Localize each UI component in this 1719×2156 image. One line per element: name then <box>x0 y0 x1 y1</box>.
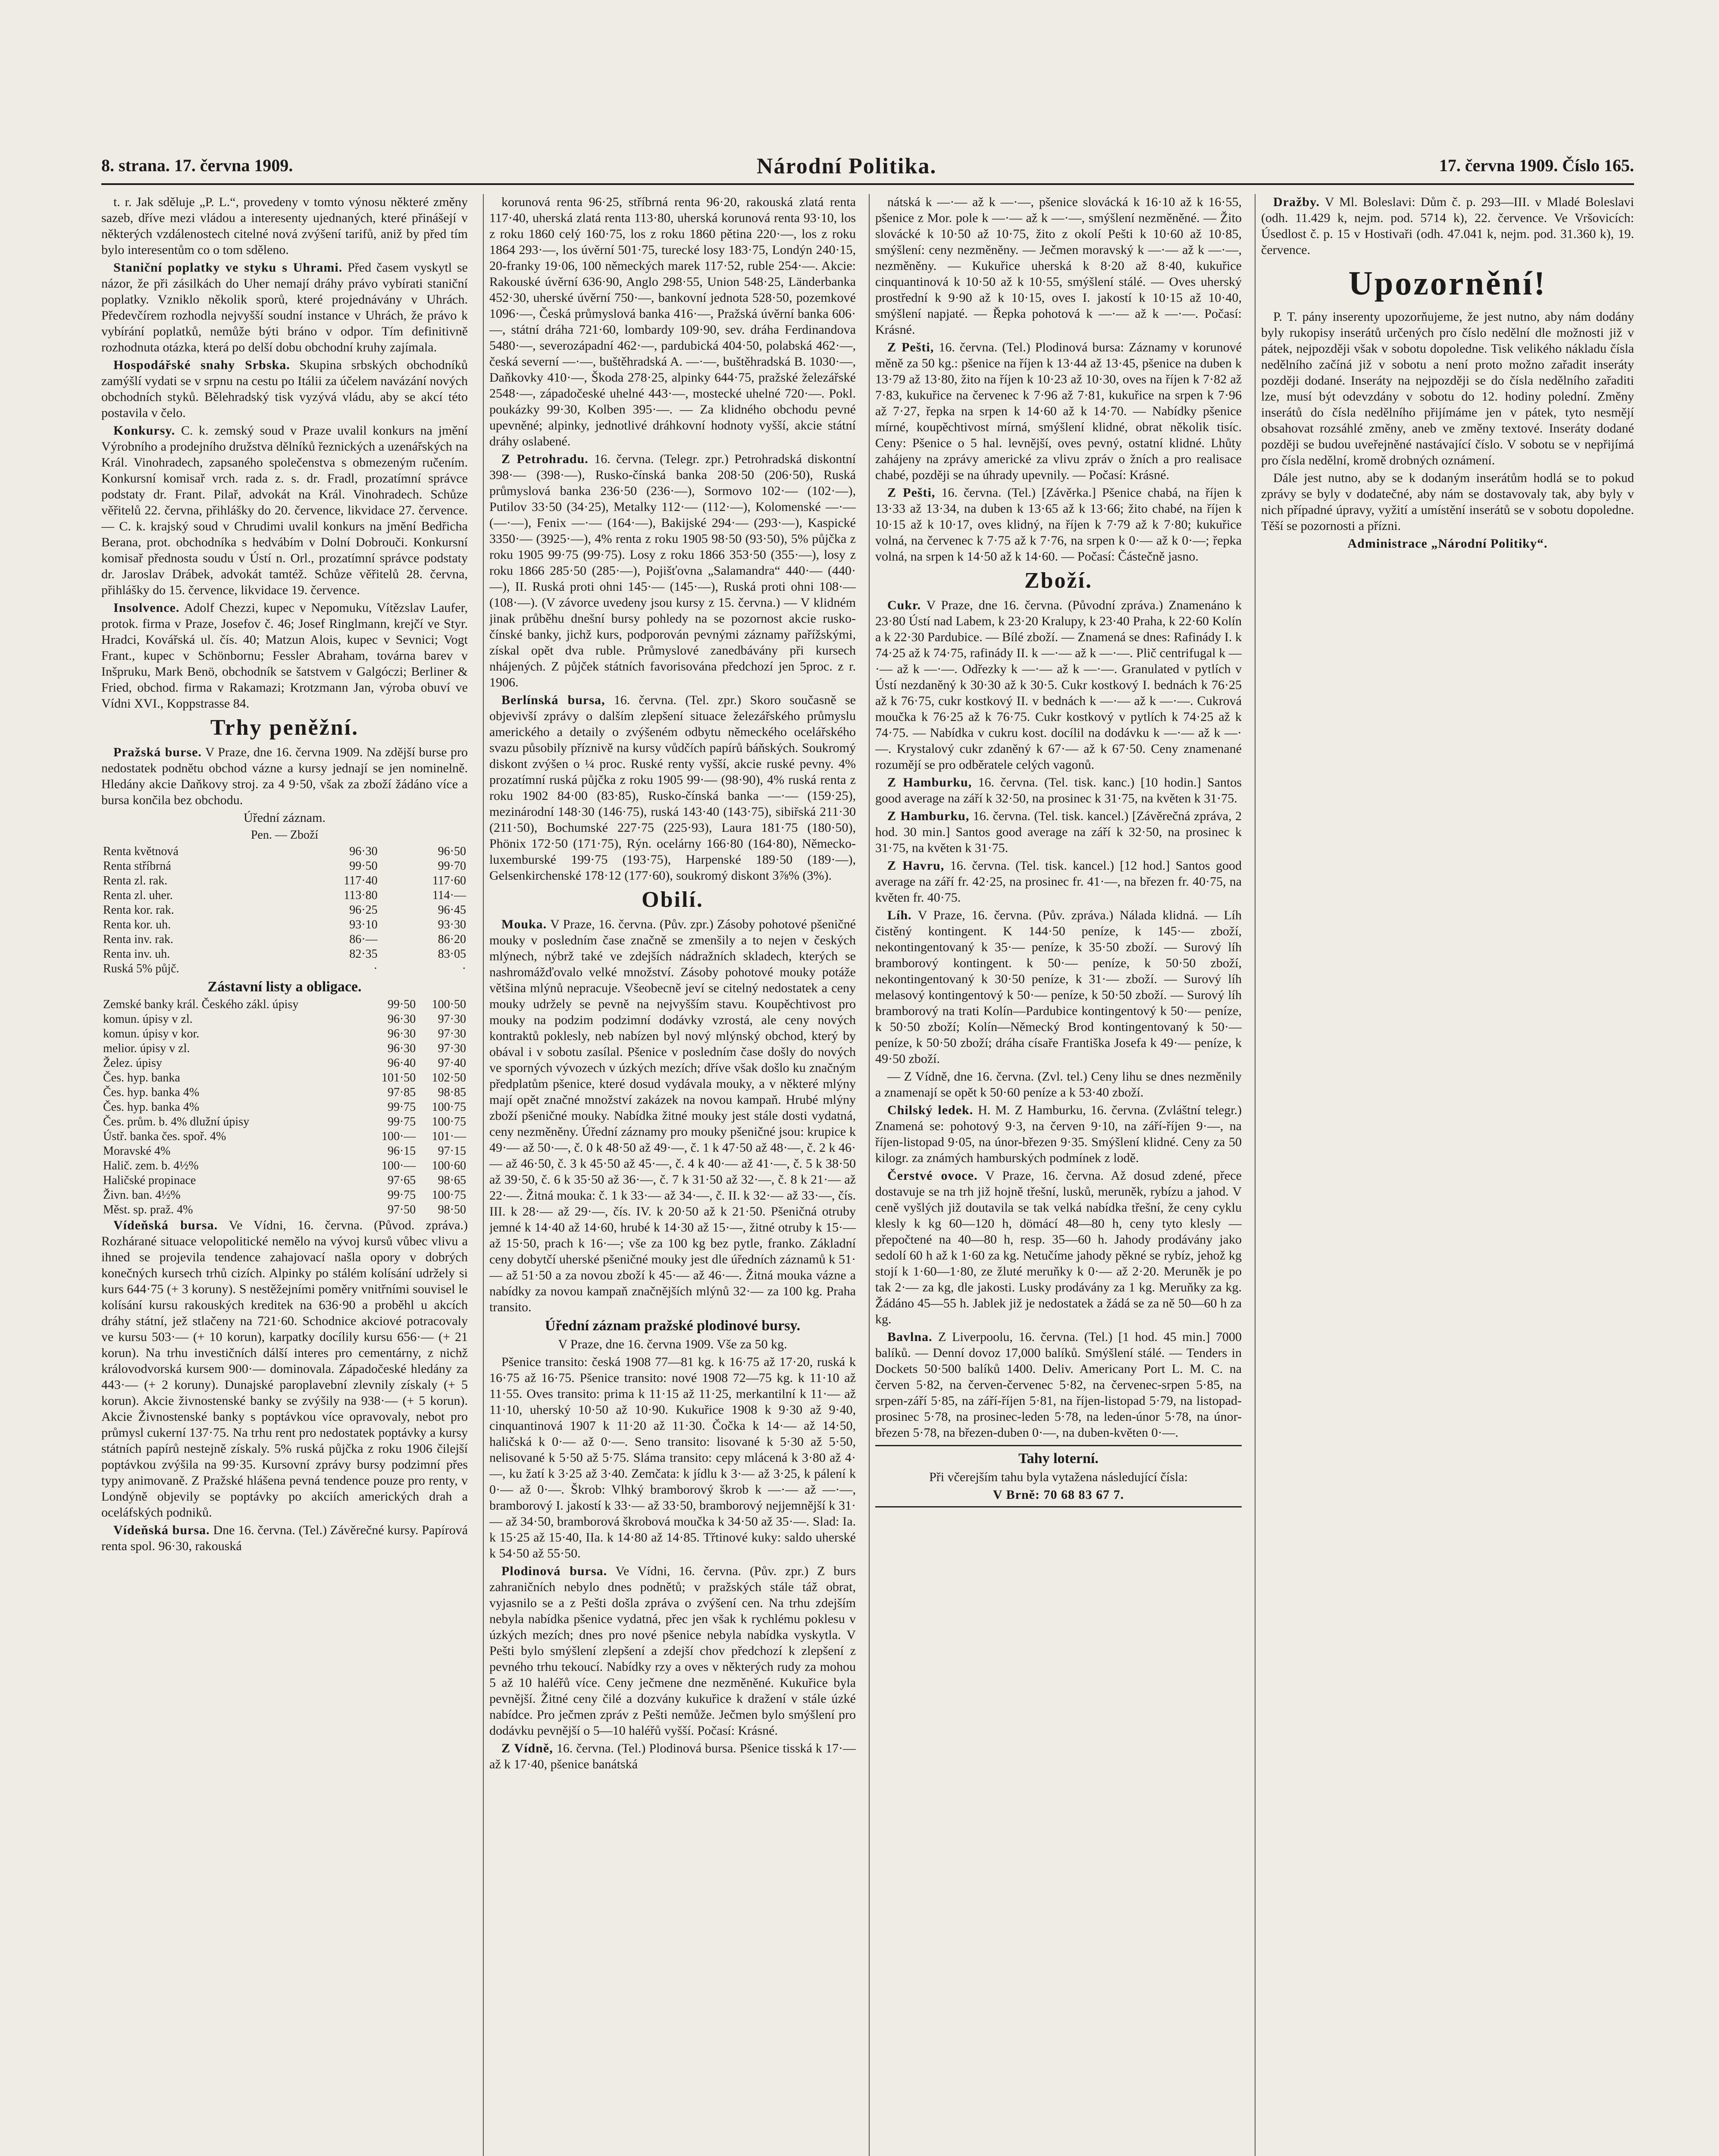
article-text: 16. června. (Tel. tisk. kancel.) [Závěrečná zpráva, 2 hod. 30 min.] Santos good average na září k 32·50, na prosinec k 31·75, na květen k 31·75. <box>875 809 1242 855</box>
notice-paragraph: P. T. pány inserenty upozorňujeme, že jest nutno, aby nám dodány byly rukopisy inserátů určených pro číslo nedělní dle možnosti již v pátek, nejpozději však v sobotu dopoledne. Tisk velikého nákladu čísla nedělního začíná již v sobotu a není proto možno zařadit inseráty později dodané. Inseráty na nejpozději se do čísla nedělního zařaditi lze, musí být odevzdány v sobotu do 12. hodiny polední. Změny inserátů do čísla nedělního přijímáme jen v pátek, tyto nesmějí obsahovat rozsáhlé změny, aneb ve změny textové. Inseráty dodané později se budou uveřejněné nastávající číslo. V sobotu se v nepřijímá pro čísla nedělní, kromě drobných oznámení. <box>1261 310 1634 467</box>
table-cell-zb: 102·50 <box>432 1071 466 1084</box>
column-2 <box>489 194 856 2156</box>
article-text: Před časem vyskytl se názor, že při zásilkách do Uher nemají dráhy právo vybírati staniční poplatky. Vzniklo několik sporů, které projednávány v Uhrách. Předevčírem rozhodla nejvyšší soudní instance v Uhrách, že právo k vybírání poplatků, nemůže býti bráno v odpor. Tím definitivně rozhodnuta otázka, která po delší dobu obchodní kruhy zajímala. <box>101 260 468 354</box>
column-3 <box>875 194 1242 2156</box>
article-heading: Vídeňská bursa. <box>113 1523 210 1537</box>
table-row <box>101 1056 468 1071</box>
table-cell-pen: 100·— <box>381 1159 416 1172</box>
article-text: Ve Vídni, 16. června. (Původ. zpráva.) Rozhárané situace velopolitické nemělo na vývoj kursů vůbec vlivu a ihned se projevila tendence zahajovací našla opory v dobrých konečných kursech trhů cizích. Alpinky po stálém kolísání udržely si kurs 644·75 (+ 3 koruny). S nestěžejními poměry vnitřními souvisel le kolísání kursu rakouských kreditek na 636·90 a proběhl u akcích dráhy státní, jež stlačeny na 721·60. Schodnice akciové potracovaly ve kursu 503·— (+ 10 korun), karpatky docílily kursu 656·— (+ 21 korun). Na trhu investičních dálší interes pro cementárny, z nichž královodvorská kursem 900·— dominovala. Západočeské hledány za 443·— (+ 2 koruny). Dunajské paroplavební zlevnily získaly (+ 5 korun). Akcie živnostenské banky se zvýšily na 938·— (+ 5 korun). Akcie Živnostenské banky s poptávkou více opravovaly, nebot pro průmysl cukerní 137·75. Na trhu rent pro nedostatek poptávky a kursy státních papírů nestejně získaly. 5% ruská půjčka z roku 1906 čilejší poptávkou zvýšila na 99·35. Kursovní zprávy bursy podzimní přes typy animovaně. Z Pražské hlášena pevná tendence pouze pro renty, v Londýně objevily se poptávky po akciích amerických drah a oceláfských podniků. <box>101 1218 468 1520</box>
table-cell-zb: 100·50 <box>432 998 466 1011</box>
table-cell-pen: 113·80 <box>344 889 378 902</box>
table-cell-zb: 97·30 <box>438 1012 466 1026</box>
lottery-box <box>875 1445 1242 1507</box>
article-text: Dne 16. června. (Tel.) Závěrečné kursy. Papírová renta spol. 96·30, rakouská <box>101 1523 468 1553</box>
table-cell-pen: 99·75 <box>387 1100 416 1114</box>
article-heading: Z Hamburku, <box>887 775 972 790</box>
table-cell-name: Čes. prům. b. 4% dlužní úpisy <box>103 1115 250 1128</box>
article-text: C. k. zemský soud v Praze uvalil konkurs na jmění Výrobního a prodejního družstva dělníků řeznických a uzenářských na Král. Vinohradech, zapsaného společenstva s obmezeným ručením. Konkursní komisař vrch. rada z. s. dr. Fradl, prozatímní správce podstaty dr. Frant. Pilař, advokát na Král. Vinohradech. Schůze věřitelů 22. června, přihlášky do 20. července, likvidace 27. července. — C. k. krajský soud v Chrudimi uvalil konkurs na jmění Bedřicha Berana, prot. obchodníka s hedvábím v Dolní Dobrouči. Konkursní komisař přednosta soudu v Ústí n. Orl., prozatímní správce podstaty dr. Jaroslav Drábek, advokát tamtéž. Schůze věřitelů 28. června, přihlášky do 15. července, likvidace 19. července. <box>101 423 468 597</box>
article-text: Ve Vídni, 16. června. (Pův. zpr.) Z burs zahraničních nebylo dnes podnětů; v pražských stále táž obrat, vyjasnilo se a z Pešti došla zpráva o zvýšení cen. Na trhu zdejším nebyla nabídka pšenice vydatná, přec jen však k rychlému poklesu v úzkých mezích; dnes pro nové pšenice nebyla nabídka vyskytla. V Pešti bylo smýšlení zlepšení a zdejší chov předchozí k zlepšení z pevného trhu tekoucí. Nabídky rzy a oves v některých rudy za mohou 5 až 10 haléřů více. Ceny ječmene dne nezměněné. Kukuřice byla pevnější. Žitné ceny čilé a dozvány kukuřice k dražení v stále úzké nabídce. Pro ječmen zpráv z Pešti nemůže. Ječmen bylo smýšlení pro dodávku pevnější o 5—10 haléřů vyšší. Počasí: Krásné. <box>489 1564 856 1738</box>
article-paragraph <box>875 1102 1242 1166</box>
article-paragraph <box>489 1740 856 1772</box>
table-cell-zb: 97·30 <box>438 1042 466 1055</box>
table-row <box>101 1041 468 1056</box>
article-text: 16. června. (Tel. tisk. kanc.) [10 hodin.] Santos good average na září k 32·50, na prosinec k 31·75, na květen k 31·75. <box>875 775 1242 805</box>
table-cell-pen: 93·10 <box>349 918 378 931</box>
table-cell-name: Halič. zem. b. 4½% <box>103 1159 199 1172</box>
table-cell-pen: 96·30 <box>387 1027 416 1040</box>
article-text: V Praze, 16. června. Až dosud zdené, přece dostavuje se na trh již hojně třešní, lusků, meruněk, rybízu a jahod. V ceně vyšlých již doutavila se tak velká nabídka třešní, že ceny cyklu klesly k kg 60—120 h, dömácí 48—80 h, ceny tyto klesly — přepočtené na 40—80 h, resp. 35—60 h. Jahody prodávány jako sedolí 60 h až k 1·60 za kg. Netučíme jahody pěkné se rybíz, jehož kg stojí k 1·60—1·80, ze žluté meruňky k 0·— až 2·20. Meruněk je po tak 2·— za kg, dle jakosti. Lusky prodávány za 1 kg. Meruňky za kg. Žádáno 45—55 h. Jablek již je nedostatek a žádá se za ně 50—60 h za kg. <box>875 1169 1242 1326</box>
table-cell-zb: 97·30 <box>438 1027 466 1040</box>
article-paragraph <box>101 600 468 711</box>
section-title: Trhy peněžní. <box>210 715 359 740</box>
table-row <box>101 1085 468 1100</box>
notice-title: Upozornění! <box>1348 264 1547 302</box>
table-cell-name: Zemské banky král. Českého zákl. úpisy <box>103 998 299 1011</box>
table-cell-name: Renta stříbrná <box>103 859 171 873</box>
article-paragraph <box>101 744 468 808</box>
table-row <box>101 1144 468 1159</box>
article-paragraph <box>489 1563 856 1739</box>
article-paragraph <box>489 451 856 690</box>
table-cell-pen: 96·15 <box>387 1144 416 1158</box>
table-row <box>101 997 468 1012</box>
table-cell-zb: 114·— <box>432 889 466 902</box>
table-cell-zb: 96·45 <box>438 903 466 917</box>
table-cell-pen: 96·30 <box>387 1012 416 1026</box>
bonds-table <box>101 997 468 1217</box>
article-paragraph <box>101 357 468 421</box>
article-text: 16. června. (Tel.) Plodinová bursa: Záznamy v korunové měně za 50 kg.: pšenice na říjen k 13·44 až 13·45, pšenice na duben k 13·79 až 13·80, žito na říjen k 10·23 až 10·30, oves na říjen k 7·82 až 7·83, kukuřice na červenec k 7·96 až 7·81, kukuřice na srpen k 7·96 až 7·27, řepka na srpen k 14·60 až k 14·70. — Nabídky pšenice mírné, koupěchtivost mírná, smýšlení klidné, obrat několik tisíc. Ceny: Pšenice o 5 hal. levnější, oves pevný, ostatní klidné. Lhůty zahájeny na zprávy americké za vlivu zpráv o žních a pro realisace chabé, později se na úhrady upevnily. — Počasí: Krásné. <box>875 340 1242 482</box>
article-paragraph: nátská k —·— až k —·—, pšenice slovácká k 16·10 až k 16·55, pšenice z Mor. pole k —·— až k —·—, smýšlení nezměněné. — Žito slovácké k 10·50 až 10·75, žito z okolí Pešti k 10·60 až 10·85, smýšlení: ceny nezměněny. — Ječmen moravský k —·— až k —·—, nezměněny. — Kukuřice uherská k 8·20 až 8·40, kukuřice cinquantinová k 10·50 až k 10·55, smýšlení stálé. — Oves uherský prostřední k 9·90 až k 10·15, oves I. jakostí k 10·15 až 10·40, smýšlení napjaté. — Řepka pohotová k —·— až k —·—. Počasí: Krásné. <box>875 195 1242 337</box>
article-paragraph: korunová renta 96·25, stříbrná renta 96·20, rakouská zlatá renta 117·40, uherská zlatá renta 113·80, uherská korunová renta 93·10, los z roku 1860 celý 160·75, los z roku 1860 pětina 220·—, los z roku 1864 293·—, los úvěrní 501·75, turecké losy 183·75, Londýn 240·15, 20-franky 19·06, 100 německých marek 117·52, ruble 254·—. Akcie: Rakouské úvěrní 636·90, Anglo 298·55, Union 548·25, Länderbanka 452·30, uherské úvěrní 750·—, bankovní jednota 528·50, pozemkové 1096·—, Česká průmyslová banka 416·—, Pražská úvěrní banka 606·—, státní dráha 721·60, lombardy 109·90, sev. dráha Ferdinandova 5480·—, severozápadní 462·—, pardubická 404·50, polabská 462·—, česká severní —·—, buštěhradská A. —·—, buštěhradská B. 1030·—, Daňkovky 410·—, Škoda 278·25, alpinky 644·75, pražské železářské 2548·—, západočeské uhelné 443·—, mostecké uhelné 720·—. Pokl. poukázky 99·30, Kolben 395·—. — Za klidného obchodu pevné upevněné; alpinky, jednotlivé dráhkovní hodnoty vyšší, akcie státní dráhy oslabené. <box>489 195 856 448</box>
table-cell-name: Čes. hyp. banka <box>103 1071 180 1084</box>
table-cell-pen: 82·35 <box>349 947 378 961</box>
table-cell-name: Čes. hyp. banka 4% <box>103 1086 200 1099</box>
table-cell-pen: 99·50 <box>349 859 378 873</box>
header-rule <box>101 183 1634 185</box>
table-cell-pen: 96·30 <box>387 1042 416 1055</box>
article-paragraph <box>875 485 1242 564</box>
article-heading: Z Petrohradu. <box>501 452 589 466</box>
article-heading: Čerstvé ovoce. <box>887 1169 978 1183</box>
table-row <box>101 1115 468 1129</box>
table-cell-zb: · <box>462 962 466 975</box>
article-heading: Berlínská bursa, <box>501 693 605 707</box>
article-paragraph: t. r. Jak sděluje „P. L.“, provedeny v tomto výnosu některé změny sazeb, dříve mezi vládou a interesenty ujednaných, které přinášejí v některých vzdálenostech citelné nová zvýšení tarifů, aniž by před tím bylo interesentům co o tom sděleno. <box>101 195 468 257</box>
article-text: H. M. Z Hamburku, 16. června. (Zvláštní telegr.) Znamená se: pohotový 9·3, na červen 9·10, na září-říjen 9·—, na říjen-listopad 9·05, na únor-březen 9·35. Smýšlení klidné. Ceny za 50 kilogr. za známých hamburských podmínek z lodě. <box>875 1103 1242 1165</box>
table-title: Úřední záznam. <box>244 811 326 825</box>
article-heading: Insolvence. <box>113 601 180 615</box>
article-paragraph <box>875 907 1242 1067</box>
table-cell-zb: 100·75 <box>432 1100 466 1114</box>
lottery-text: Při včerejším tahu byla vytažena následující čísla: <box>929 1470 1188 1484</box>
header-left: 8. strana. 17. června 1909. <box>101 156 293 175</box>
article-heading: Z Vídně, <box>501 1741 553 1755</box>
notice-signature: Administrace „Národní Politiky“. <box>1347 536 1548 551</box>
article-text: 16. června. (Telegr. zpr.) Petrohradská diskontní 398·— (398·—), Rusko-čínská banka 208·50 (206·50), Ruská průmyslová banka 236·50 (236·—), Sormovo 102·— (102·—), Putilov 33·50 (34·25), Metalky 112·— (112·—), Kolomenské —·— (—·—), Fenix —·— (164·—), Bakijské 294·— (293·—), Kaspické 3350·— (3925·—), 4% renta z roku 1905 98·50 (93·50), 5% půjčka z roku 1905 99·75 (99·75). Losy z roku 1866 353·50 (355·—), losy z roku 1866 285·50 (285·—), Pojišťovna „Salamandra“ 440·— (440·—), II. Ruská proti ohni 145·— (145·—), Ruská proti ohni 108·— (108·—). (V závorce uvedeny jsou kursy z 15. června.) — V klidném jinak průběhu dnešní bursy pohledy na se pozornost akcie rusko-čínské banky, jichž kurs, podporován pevnými záznamy pařížskými, získal opět dva ruble. Průmyslové zanedbávány při kursech nhájených. Z půjček státních favorisována předchozí jen 5proc. z r. 1906. <box>489 452 856 689</box>
table-row <box>101 1173 468 1188</box>
article-paragraph <box>875 808 1242 856</box>
article-paragraph <box>101 1217 468 1520</box>
table-cell-name: Želez. úpisy <box>103 1056 162 1070</box>
table-cell-name: Ruská 5% půjč. <box>103 962 179 975</box>
table-cell-name: Živn. ban. 4½% <box>103 1188 181 1202</box>
table-cell-pen: 96·40 <box>387 1056 416 1070</box>
column-1 <box>101 194 468 2156</box>
article-paragraph <box>101 1522 468 1554</box>
article-text: Z Liverpoolu, 16. června. (Tel.) [1 hod. 45 min.] 7000 balíků. — Denní dovoz 17,000 balíků. Smýšlení stálé. — Tenders in Dockets 50·500 balíků 1400. Deliv. Americany Port L. M. C. na červen 5·82, na červen-červenec 5·82, na červenec-srpen 5·85, na srpen-září 5·85, na září-říjen 5·81, na říjen-listopad 5·79, na listopad-prosinec 5·78, na prosinec-leden 5·78, na leden-únor 5·78, na únor-březen 5·78, na březen-duben 0·—, na duben-květen 0·—. <box>875 1330 1242 1440</box>
notice-paragraph: Dále jest nutno, aby se k dodaným inserátům hodlá se to pokud zprávy se byly v dodatečné, aby nám se dostavovaly tak, aby byly v nich případné úpravy, vyžití a umístění inserátů se v sobotu dopoledne. Těší se pozornosti a přízni. <box>1261 471 1634 533</box>
table-cell-zb: 98·50 <box>438 1203 466 1216</box>
article-text: V Praze, dne 16. června. (Původní zpráva.) Znamenáno k 23·80 Ústí nad Labem, k 23·20 Kralupy, k 23·40 Praha, k 22·60 Kolín a k 22·30 Pardubice. — Bílé zboží. — Znamená se dnes: Rafinády I. k 74·25 až k 74·75, rafinády II. k —·— až k —·—. Plič centrifugal k —·— až k —·—. Odřezky k —·— až k —·—. Granulated v pytlích v Ústí nezdaněný k 30·30 až k 30·5. Cukr kostkový I. bednách k 76·25 až k 76·75, cukr kostkový II. v bednách k —·— až k —·—. Cukrová moučka k 76·25 až k 76·75. Cukr kostkový v pytlích k 74·25 až k 74·75. — Nabídka v cukru kost. docílil na dodávku k —·— až k —·—. Krystalový cukr zdaněný k 67·— až k 67·50. Ceny znamenané rozumějí se pro odběratele celých vagonů. <box>875 598 1242 772</box>
article-text: V Praze, dne 16. června 1909. Na zdější burse pro nedostatek podnětu obchod vázne a kursy jednají se jen nominelně. Hledány akcie Daňkovy stroj. za 4 9·50, však za zboží žádáno více a bursa končila bez obchodu. <box>101 745 468 807</box>
table-cell-pen: 117·40 <box>344 874 378 887</box>
column-4 <box>1261 194 1634 2156</box>
table-cell-zb: 101·— <box>432 1130 466 1143</box>
table-cell-pen: 100·— <box>381 1130 416 1143</box>
article-heading: Hospodářské snahy Srbska. <box>113 358 290 372</box>
table-cell-zb: 98·65 <box>438 1174 466 1187</box>
article-paragraph <box>875 858 1242 906</box>
article-heading: Dražby. <box>1273 195 1320 209</box>
table-row <box>101 903 468 918</box>
article-heading: Vídeňská bursa. <box>113 1218 218 1232</box>
article-heading: Bavlna. <box>887 1330 933 1344</box>
article-text: 16. června. (Tel.) Plodinová bursa. Pšenice tisská k 17·— až k 17·40, pšenice banátská <box>489 1741 856 1771</box>
article-heading: Z Pešti, <box>887 486 936 500</box>
section-subtitle: Úřední záznam pražské plodinové bursy. <box>545 1318 801 1334</box>
table-cell-zb: 98·85 <box>438 1086 466 1099</box>
table-cell-name: Moravské 4% <box>103 1144 171 1158</box>
article-text: Skupina srbských obchodníků zamýšlí vydati se v srpnu na cestu po Itálii za účelem navázání nových obchodních styků. Bělehradský tisk vyzývá vládu, aby se akcí této postavila v čelo. <box>101 358 468 420</box>
article-paragraph <box>875 1168 1242 1327</box>
table-row <box>101 947 468 962</box>
table-row <box>101 859 468 874</box>
table-cell-name: Renta inv. rak. <box>103 933 174 946</box>
article-text: 16. června. (Tel.) [Závěrka.] Pšenice chabá, na říjen k 13·33 až 13·34, na duben k 13·65 až k 13·66; žito chabé, na říjen k 10·15 až k 10·17, oves klidný, na říjen k 7·79 až k 7·80; kukuřice volná, na červenec k 7·75 až k 7·76, na srpen k 0·— až k 0·—; řepka volná, na srpen k 14·50 až k 14·60. — Počasí: Částečně jasno. <box>875 486 1242 564</box>
table-cell-name: Renta inv. uh. <box>103 947 170 961</box>
table-cell-pen: 97·50 <box>387 1203 416 1216</box>
table-cell-pen: 96·30 <box>349 845 378 858</box>
table-cell-zb: 100·75 <box>432 1188 466 1202</box>
table-cell-pen: 99·75 <box>387 1115 416 1128</box>
article-paragraph <box>875 597 1242 773</box>
article-heading: Z Hamburku, <box>887 809 970 823</box>
table-cell-zb: 100·60 <box>432 1159 466 1172</box>
table-row <box>101 888 468 903</box>
article-heading: Cukr. <box>887 598 921 612</box>
table-cell-name: melior. úpisy v zl. <box>103 1042 190 1055</box>
table-row <box>101 1188 468 1203</box>
section-title: Obilí. <box>642 887 704 912</box>
table-cell-zb: 86·20 <box>438 933 466 946</box>
masthead-title: Národní Politika. <box>757 154 937 179</box>
table-header: Pen. — Zboží <box>250 828 319 842</box>
table-cell-name: Renta květnová <box>103 845 178 858</box>
article-heading: Z Havru, <box>887 859 945 873</box>
table-cell-name: Haličské propinace <box>103 1174 196 1187</box>
table-row <box>101 1129 468 1144</box>
table-subtitle: Zástavní listy a obligace. <box>207 979 362 995</box>
table-cell-pen: 99·50 <box>387 998 416 1011</box>
table-cell-zb: 93·30 <box>438 918 466 931</box>
column-divider <box>483 194 484 2156</box>
table-cell-name: Ústř. banka čes. spoř. 4% <box>103 1130 226 1143</box>
table-cell-zb: 83·05 <box>438 947 466 961</box>
article-text: V Praze, 16. června. (Pův. zpr.) Zásoby pohotové pšeničné mouky v posledním čase značně se zmenšily a to nejen v českých mlýnech, nýbrž také ve zdejších nádražních skladech, kterých se nashromážďovalo velké množství. Zásoby pohotové mouky potáže většina mlýnů nepracuje. Všeobecně jeví se citelný nedostatek a ceny mouky udržely se pevně na nejvyšším stavu. Koupěchtivost pro mouky na podzim podzimní dodávky vzrostá, ale ceny nových kontraktů poklesly, neb nabízen byl nový mlýnský obchod, který by obával i v sobotu zasílal. Pšenice v posledním čase došly do nových ve sporných vývozech v úzkých mezích; dříve však došlo ku značným předplatům pšenice, které dosud vydávala mouky, a v některé mlýny mají opět značné množství zakázek na novou kampaň. Hrubé mlýny zboží pšeničné mouky. Nabídka žitné mouky jest stále dosti vydatná, ceny nezměněny. Úřední záznamy pro mouky pšeničné jsou: krupice k 49·— až 50·—, č. 0 k 48·50 až 49·—, č. 1 k 47·50 až 48·—, č. 2 k 46·— až 46·50, č. 3 k 45·50 až 45·—, č. 4 k 40·— až 41·—, č. 5 k 38·50 až 39·50, č. 6 k 35·50 až 36·—, č. 7 k 31·50 až 32·—, č. 8 k 21·— až 22·—. Žitná mouka: č. 1 k 33·— až 34·—, č. II. k 32·— až 33·—, čís. III. k 28·— až 29·—, čís. IV. k 20·50 až k 21·50. Pšeničná otruby jemné k 14·40 až 14·60, hrubé k 14·30 až 15·—, žitné otruby k 15·— až 15·50, prach k 16·—; vše za 100 kg bez pytle, franko. Základní ceny dobytčí uherské pšeničné mouky jest dle úředních záznamů k 51·— až 51·50 a za novou zboží k 45·— až 46·—. Žitná mouka vázne a nabídky za novou kampaň značnějších mlýnů 32·— za 100 kg. Praha transito. <box>489 917 856 1314</box>
lottery-numbers: V Brně: 70 68 83 67 7. <box>993 1488 1124 1502</box>
article-heading: Pražská burse. <box>113 745 202 759</box>
table-cell-name: Renta kor. uh. <box>103 918 171 931</box>
table-row <box>101 844 468 859</box>
article-heading: Mouka. <box>501 917 547 931</box>
table-cell-name: Čes. hyp. banka 4% <box>103 1100 200 1114</box>
article-heading: Z Pešti, <box>887 340 934 354</box>
table-cell-name: Renta zl. uher. <box>103 889 173 902</box>
article-paragraph: — Z Vídně, dne 16. června. (Zvl. tel.) Ceny lihu se dnes nezměnily a znamenají se opět k 50·60 peníze a k 53·40 zboží. <box>875 1069 1242 1100</box>
table-cell-zb: 99·70 <box>438 859 466 873</box>
article-paragraph <box>101 260 468 355</box>
article-paragraph: Pšenice transito: česká 1908 77—81 kg. k 16·75 až 17·20, ruská k 16·75 až 16·75. Pšenice transito: nové 1908 72—75 kg. k 11·10 až 11·55. Oves transito: prima k 11·15 až 11·25, merkantilní k 11·— až 11·10, uherský 10·50 až 10·90. Kukuřice 1908 k 9·30 až 9·40, cinquantinová 1907 k 11·20 až 11·30. Čočka k 14·— až 14·50, haličská k 0·— až 0·—. Seno transito: lisované k 5·30 až 5·50, nelisované k 5·50 až 5·75. Sláma transito: cepy mlácená k 3·80 až 4·—, ku žatí k 3·25 až 3·40. Zemčata: k jídlu k 3·— až 3·25, k pálení k 0·— až 0·—. Škrob: Vlhký bramborový škrob k —·— až —·—, bramborový I. jakostí k 33·— až 33·50, bramborový nejjemnější k 31·— až 34·50, bramborová škrobová moučka k 34·50 až 35·—. Slad: Ia. k 15·25 až 15·40, IIa. k 14·80 až 14·85. Třtinové kuky: saldo uherské k 54·50 až 55·50. <box>489 1355 856 1561</box>
table-row <box>101 1012 468 1027</box>
rates-table <box>101 844 468 976</box>
table-cell-zb: 96·50 <box>438 845 466 858</box>
table-cell-name: Renta zl. rak. <box>103 874 168 887</box>
subtitle-note: V Praze, dne 16. června 1909. Vše za 50 kg. <box>558 1337 787 1351</box>
article-heading: Plodinová bursa. <box>501 1564 607 1578</box>
table-cell-zb: 97·40 <box>438 1056 466 1070</box>
article-heading: Chilský ledek. <box>887 1103 974 1117</box>
article-text: V Praze, 16. června. (Pův. zpráva.) Nálada klidná. — Líh čistěný kontingent. K 144·50 peníze, k 145·— zboží, nekontingentovaný k 35·— peníze, k 35·50 zboží. — Surový líh bramborový kontingent. k 50·— peníze, k 50·50 zboží, nekontingentovaný k 30·50 peníze, k 31·— zboží. — Surový líh melasový kontingentový k 50·— peníze, k 50·50 zboží. — Surový líh bramborový na trati Kolín—Pardubice kontingentový k 50·— peníze, k 50·50 zboží; Kolín—Německý Brod kontingentovaný k 50·— peníze, k 50·50 zboží; dráha císaře Františka Josefa k 49·— peníze, k 49·50 zboží. <box>875 908 1242 1066</box>
column-divider <box>869 194 870 2156</box>
article-paragraph <box>489 916 856 1315</box>
article-paragraph <box>875 1329 1242 1441</box>
table-cell-pen: 99·75 <box>387 1188 416 1202</box>
table-cell-zb: 117·60 <box>432 874 466 887</box>
table-row <box>101 874 468 888</box>
article-text: 16. června. (Tel. tisk. kancel.) [12 hod.] Santos good average na září fr. 42·25, na prosinec fr. 41·—, na březen fr. 40·75, na květen fr. 40·75. <box>875 859 1242 905</box>
table-row <box>101 962 468 976</box>
table-cell-pen: 97·85 <box>387 1086 416 1099</box>
article-paragraph <box>875 339 1242 483</box>
article-heading: Líh. <box>887 908 912 922</box>
table-cell-name: Měst. sp. praž. 4% <box>103 1203 193 1216</box>
table-cell-name: komun. úpisy v kor. <box>103 1027 200 1040</box>
table-cell-pen: 96·25 <box>349 903 378 917</box>
table-cell-zb: 100·75 <box>432 1115 466 1128</box>
section-title: Zboží. <box>1024 568 1093 593</box>
article-paragraph <box>101 423 468 598</box>
article-paragraph <box>489 692 856 884</box>
table-row <box>101 1159 468 1173</box>
table-cell-pen: 97·65 <box>387 1174 416 1187</box>
article-paragraph <box>875 774 1242 806</box>
article-text: V Ml. Boleslavi: Dům č. p. 293—III. v Mladé Boleslavi (odh. 11.429 k, nejm. pod. 5714 k), 22. července. Ve Vršovicích: Úsedlost č. p. 15 v Hostivaři (odh. 47.041 k, nejm. pod. 31.360 k), 19. července. <box>1261 195 1634 257</box>
article-text: Adolf Chezzi, kupec v Nepomuku, Vítězslav Laufer, protok. firma v Praze, Josefov č. 46; Josef Ringlmann, krejčí ve Styr. Hradci, Kovářská ul. čís. 40; Matzun Alois, kupec v Sevnici; Vogt Frant., kupec v Schönbornu; Fessler Abraham, továrna barev v Inšpruku, Mark Benö, obchodník se šatstvem v Galgóczi; Berliner & Fried, obchod. firma v Rakamazi; Krotzmann Jan, výroba obuví ve Vídni XVI., Koppstrasse 84. <box>101 601 468 711</box>
article-heading: Konkursy. <box>113 423 175 438</box>
table-row <box>101 918 468 932</box>
header-right: 17. června 1909. Číslo 165. <box>1439 156 1634 175</box>
table-row <box>101 1071 468 1085</box>
table-row <box>101 1027 468 1041</box>
table-cell-name: Renta kor. rak. <box>103 903 174 917</box>
column-divider <box>1255 194 1256 2156</box>
article-text: 16. června. (Tel. zpr.) Skoro současně se objevivší zprávy o dalším zlepšení situace železářského průmyslu amerického a detaily o zvýšeném odbytu německého ocelářského svazu působily příznivě na kursy vůdčích papírů báňských. Soukromý diskont zvýšen o ¼ proc. Ruské renty vyšší, akcie ruské pevny. 4% prozatímní ruská půjčka z roku 1905 99·— (98·90), 4% ruská renta z roku 1902 84·00 (83·85), Rusko-čínská banka —·— (159·25), mezinárodní 148·30 (146·75), ruská 143·40 (143·75), sibiřská 211·30 (211·50), Bochumské 227·75 (225·93), Laura 181·75 (180·50), Phönix 172·50 (171·75), Rýn. ocelárny 166·80 (164·80), Německo-luxemburské 199·75 (193·75), Harpenské 189·50 (189·—), Gelsenkirchenské 178·12 (177·60), soukromý diskont 3⅞% (3%). <box>489 693 856 883</box>
article-heading: Staniční poplatky ve styku s Uhrami. <box>113 260 343 275</box>
page-header <box>101 155 1634 194</box>
table-cell-name: komun. úpisy v zl. <box>103 1012 193 1026</box>
table-cell-zb: 97·15 <box>438 1144 466 1158</box>
table-cell-pen: 101·50 <box>381 1071 416 1084</box>
table-row <box>101 1203 468 1217</box>
table-cell-pen: · <box>373 962 378 975</box>
table-cell-pen: 86·— <box>349 933 378 946</box>
table-row <box>101 932 468 947</box>
table-row <box>101 1100 468 1115</box>
lottery-title: Tahy loterní. <box>1018 1451 1099 1467</box>
article-paragraph <box>1261 194 1634 258</box>
